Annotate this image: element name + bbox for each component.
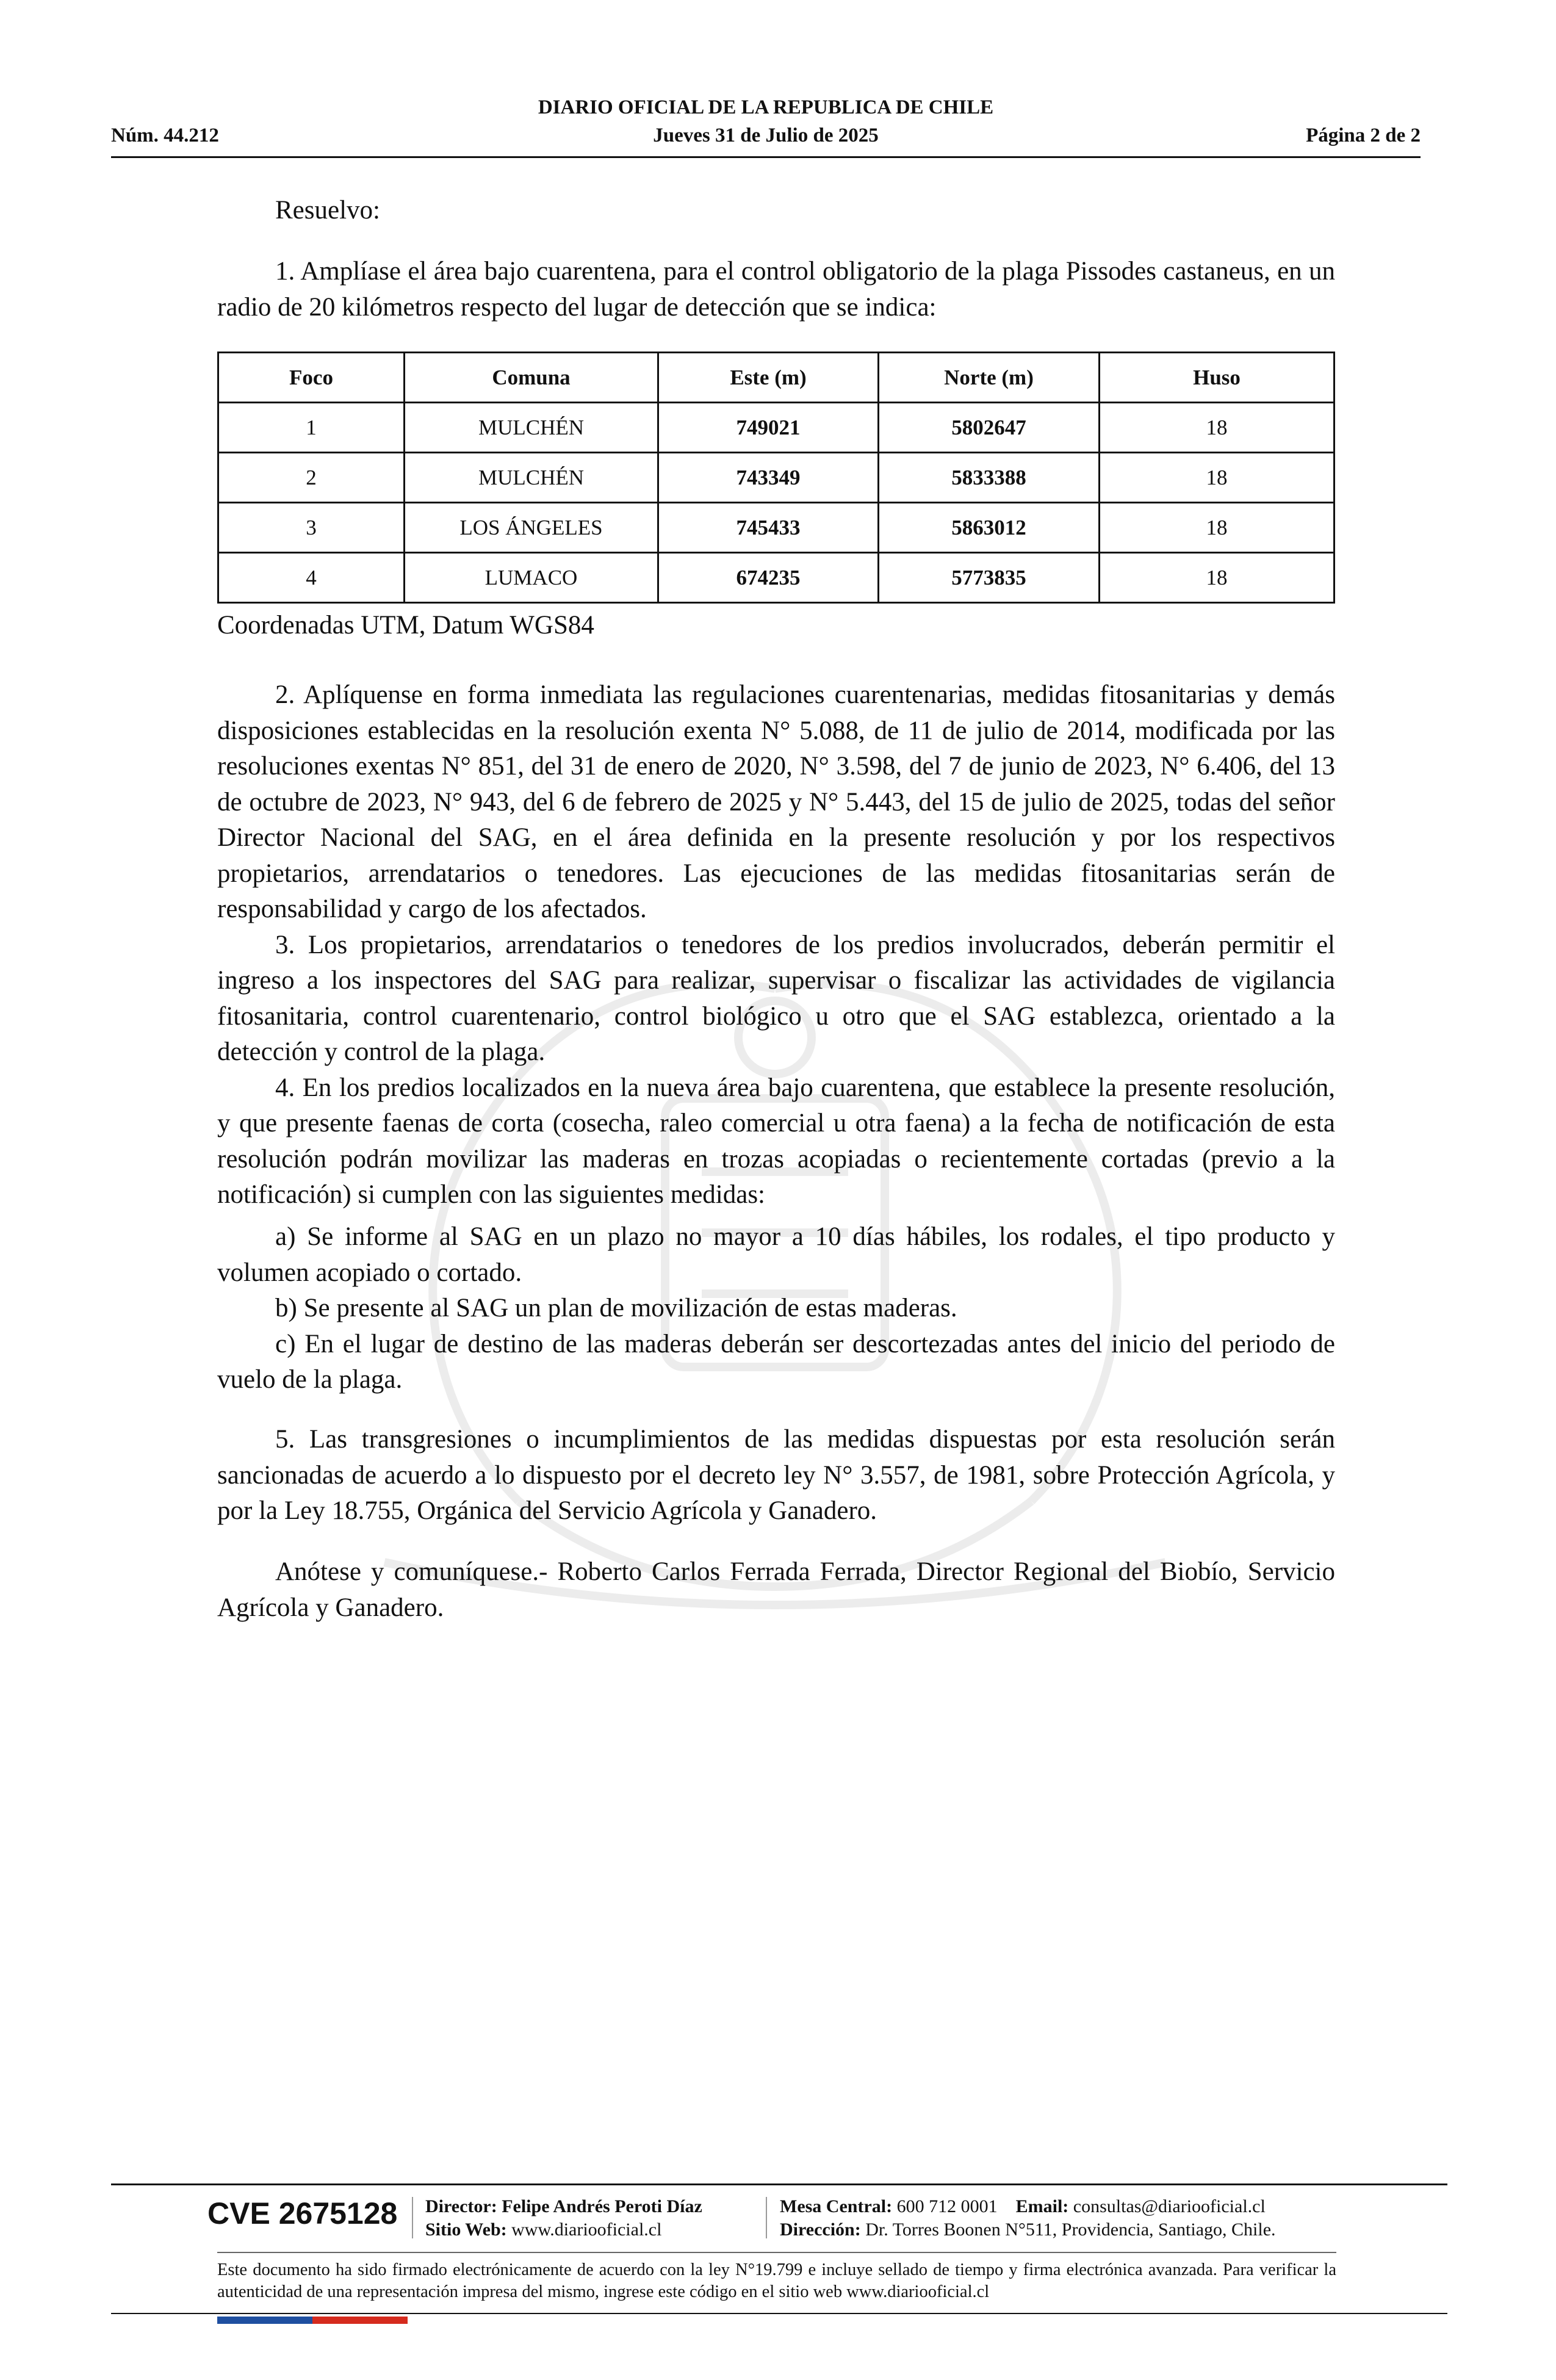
- table-row: [218, 453, 1334, 503]
- resuelvo-label: Resuelvo:: [275, 196, 380, 225]
- publication-title: DIARIO OFICIAL DE LA REPUBLICA DE CHILE: [538, 96, 994, 118]
- email-link[interactable]: consultas@diariooficial.cl: [1073, 2196, 1266, 2216]
- footer-inner-divider: [217, 2252, 1336, 2253]
- email-label: Email:: [1015, 2196, 1069, 2216]
- measure-c: c) En el lugar de destino de las maderas deberán ser descortezadas antes del inicio del periodo de vuelo de la plaga.: [217, 1329, 1335, 1394]
- table-cell: 18: [1100, 403, 1334, 453]
- table-cell: 18: [1100, 453, 1334, 503]
- table-cell: 4: [218, 553, 405, 603]
- table-cell: 2: [218, 453, 405, 503]
- resuelvo-heading: [217, 193, 1335, 229]
- table-cell: 3: [218, 503, 405, 553]
- director-label: Director:: [425, 2196, 497, 2216]
- footer-contact-block: [780, 2195, 1276, 2241]
- resolution-item-2: 2. Aplíquense en forma inmediata las regulaciones cuarentenarias, medidas fitosanitarias y demás disposiciones establecidas en la resolución exenta N° 5.088, de 11 de julio de 2014, modificada por las resoluciones exentas N° 851, del 31 de enero de 2020, N° 3.598, del 7 de junio de 2023, N° 6.406, del 13 de octubre de 2023, N° 943, del 6 de febrero de 2025 y N° 5.443, del 15 de julio de 2025, todas del señor Director Nacional del SAG, en el área definida en la presente resolución y por los respectivos propietarios, arrendatarios o tenedores. Las ejecuciones de las medidas fitosanitarias serán de responsabilidad y cargo de los afectados.: [217, 680, 1335, 923]
- table-cell: 743349: [658, 453, 879, 503]
- issue-number: Núm. 44.212: [111, 124, 219, 146]
- measure-b: b) Se presente al SAG un plan de movilización de estas maderas.: [275, 1294, 957, 1322]
- footer-separator: [766, 2197, 767, 2238]
- flag-stripe-red: [312, 2317, 408, 2324]
- table-header-cell: Este (m): [658, 353, 879, 403]
- table-cell: LOS ÁNGELES: [405, 503, 658, 553]
- table-header-cell: Norte (m): [879, 353, 1100, 403]
- table-row: [218, 403, 1334, 453]
- table-header-cell: Comuna: [405, 353, 658, 403]
- page-number: Página 2 de 2: [1306, 124, 1421, 146]
- resolution-item-5: 5. Las transgresiones o incumplimientos de las medidas dispuestas por esta resolución serán sancionadas de acuerdo a lo dispuesto por el decreto ley N° 3.557, de 1981, sobre Protección Agrícola, y por la Ley 18.755, Orgánica del Servicio Agrícola y Ganadero.: [217, 1425, 1335, 1525]
- closing-signature: Anótese y comuníquese.- Roberto Carlos Ferrada Ferrada, Director Regional del Biobío, Servicio Agrícola y Ganadero.: [217, 1557, 1335, 1622]
- table-cell: 749021: [658, 403, 879, 453]
- resolution-items-2-4-block: [217, 677, 1335, 1213]
- table-header-cell: Huso: [1100, 353, 1334, 403]
- table-cell: 5773835: [879, 553, 1100, 603]
- flag-stripe-blue: [217, 2317, 312, 2324]
- table-header-cell: Foco: [218, 353, 405, 403]
- table-cell: 18: [1100, 553, 1334, 603]
- footer-divider: [111, 2183, 1447, 2185]
- table-row: [218, 503, 1334, 553]
- website-link[interactable]: www.diariooficial.cl: [511, 2220, 662, 2240]
- resolution-item-5-block: [217, 1422, 1335, 1529]
- address-label: Dirección:: [780, 2220, 861, 2240]
- resolution-item-4: 4. En los predios localizados en la nueva área bajo cuarentena, que establece la presente resolución, y que presente faenas de corta (cosecha, raleo comercial u otra faena) a la fecha de notificación de esta resolución podrán movilizar las maderas en trozas acopiadas o recientemente cortadas (previo a la notificación) si cumplen con las siguientes medidas:: [217, 1073, 1335, 1209]
- footer-separator: [412, 2197, 413, 2238]
- table-cell: MULCHÉN: [405, 453, 658, 503]
- table-row: [218, 553, 1334, 603]
- coordinates-note-block: [217, 608, 1335, 644]
- director-name: Felipe Andrés Peroti Díaz: [502, 2196, 702, 2216]
- table-cell: 674235: [658, 553, 879, 603]
- table-cell: 5863012: [879, 503, 1100, 553]
- footer-director-block: [425, 2195, 702, 2241]
- coordinates-note: Coordenadas UTM, Datum WGS84: [217, 611, 594, 640]
- website-label: Sitio Web:: [425, 2220, 507, 2240]
- detection-foci-table: [217, 352, 1335, 604]
- table-header-row: [218, 353, 1334, 403]
- measure-a: a) Se informe al SAG en un plazo no mayor a 10 días hábiles, los rodales, el tipo producto y volumen acopiado o cortado.: [217, 1222, 1335, 1287]
- cve-code: CVE 2675128: [207, 2196, 398, 2230]
- table-cell: MULCHÉN: [405, 403, 658, 453]
- phone-number: 600 712 0001: [896, 2196, 998, 2216]
- table-cell: 5802647: [879, 403, 1100, 453]
- closing-block: [217, 1554, 1335, 1626]
- issue-date: Jueves 31 de Julio de 2025: [653, 124, 879, 146]
- address-value: Dr. Torres Boonen N°511, Providencia, Santiago, Chile.: [865, 2220, 1276, 2240]
- table-cell: 1: [218, 403, 405, 453]
- resolution-item-1: 1. Amplíase el área bajo cuarentena, para el control obligatorio de la plaga Pissodes castaneus, en un radio de 20 kilómetros respecto del lugar de detección que se indica:: [217, 257, 1335, 322]
- digital-signature-note: Este documento ha sido firmado electrónicamente de acuerdo con la ley N°19.799 e incluye sellado de tiempo y firma electrónica avanzada. Para verificar la autenticidad de una representación impresa del mismo, ingrese este código en el sitio web www.diariooficial.cl: [217, 2260, 1336, 2301]
- resolution-item-1-block: [217, 254, 1335, 325]
- table-cell: 18: [1100, 503, 1334, 553]
- header-divider: [111, 156, 1421, 158]
- resolution-item-3: 3. Los propietarios, arrendatarios o tenedores de los predios involucrados, deberán permitir el ingreso a los inspectores del SAG para realizar, supervisar o fiscalizar las actividades de vigilancia fitosanitaria, control cuarentenario, control biológico u otro que el SAG establezca, orientado a la detección y control de la plaga.: [217, 930, 1335, 1066]
- table-cell: 5833388: [879, 453, 1100, 503]
- phone-label: Mesa Central:: [780, 2196, 893, 2216]
- table-cell: LUMACO: [405, 553, 658, 603]
- table-cell: 745433: [658, 503, 879, 553]
- footer-bottom-divider: [111, 2313, 1447, 2314]
- measures-list-block: [217, 1219, 1335, 1398]
